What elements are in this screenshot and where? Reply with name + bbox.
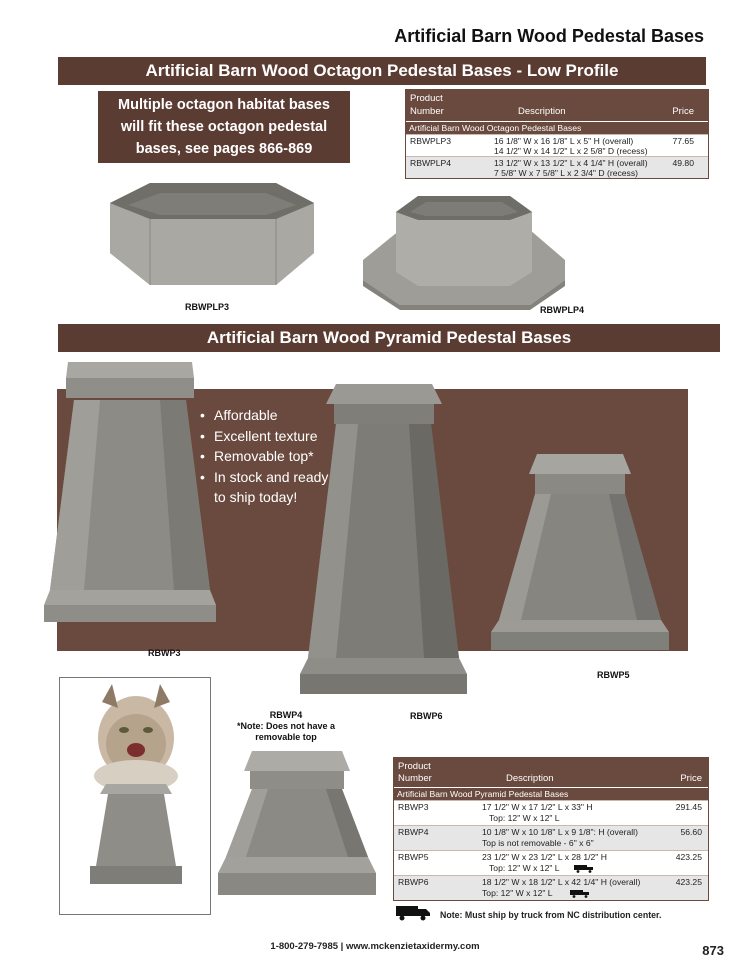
header-number: Number [398, 773, 432, 784]
row-number: RBWP4 [398, 827, 429, 837]
feature-item: • Removable top* [200, 448, 314, 464]
row-price: 423.25 [675, 852, 702, 862]
truck-icon [574, 864, 596, 873]
row-desc: Top: 12" W x 12" L [489, 863, 560, 873]
table-row [394, 850, 708, 875]
rbwplp4-image [360, 190, 570, 310]
footer-website[interactable]: www.mckenzietaxidermy.com [345, 941, 480, 952]
callout-line: bases, see pages 866-869 [135, 141, 313, 157]
truck-icon [570, 889, 592, 898]
feature-item: • Excellent texture [200, 427, 318, 444]
feature-text: Affordable [214, 407, 278, 423]
rbwp4-note: *Note: Does not have a [236, 721, 336, 731]
row-price: 56.60 [680, 827, 702, 837]
row-desc: 17 1/2" W x 17 1/2" L x 33" H [482, 802, 593, 812]
row-desc: 23 1/2" W x 23 1/2" L x 28 1/2" H [482, 852, 607, 862]
header-price: Price [680, 773, 702, 784]
footer [0, 941, 750, 952]
row-desc: 16 1/8" W x 16 1/8" L x 5" H (overall) [494, 136, 634, 146]
rbwp4-image [212, 745, 382, 910]
row-desc: 7 5/8" W x 7 5/8" L x 2 3/4" D (recess) [494, 168, 638, 178]
feature-text: to ship today! [214, 489, 298, 505]
table-header [406, 90, 708, 121]
callout-line: will fit these octagon pedestal [120, 119, 328, 135]
table-subheader: Artificial Barn Wood Octagon Pedestal Bases [406, 121, 708, 134]
table-row [406, 134, 708, 156]
row-desc: 10 1/8" W x 10 1/8" L x 9 1/8": H (overall) [482, 827, 638, 837]
row-price: 77.65 [672, 136, 694, 146]
header-product: Product [398, 761, 431, 772]
header-number: Number [410, 106, 444, 117]
table-row [394, 800, 708, 825]
section-octagon-header: Artificial Barn Wood Octagon Pedestal Bases - Low Profile [58, 57, 706, 85]
rbwp6-caption: RBWP6 [410, 711, 443, 721]
page-title: Artificial Barn Wood Pedestal Bases [394, 26, 704, 46]
header-description: Description [518, 106, 566, 117]
feature-text: Excellent texture [214, 427, 318, 444]
row-desc: Top is not removable - 6" x 6" [482, 838, 594, 848]
truck-icon [396, 905, 432, 921]
octagon-callout [98, 91, 350, 163]
bobcat-mount-photo [60, 678, 208, 912]
callout-line: Multiple octagon habitat bases [118, 97, 330, 113]
feature-item: • Affordable [200, 407, 278, 423]
rbwp5-caption: RBWP5 [597, 670, 630, 680]
footer-phone: 1-800-279-7985 [270, 941, 339, 952]
shipping-note: Note: Must ship by truck from NC distribution center. [440, 910, 662, 920]
feature-text: In stock and ready [214, 468, 329, 485]
pyramid-price-table [393, 757, 709, 901]
row-number: RBWP5 [398, 852, 429, 862]
rbwp3-caption: RBWP3 [148, 648, 181, 658]
rbwp3-image [40, 360, 220, 645]
row-desc: 18 1/2" W x 18 1/2" L x 42 1/4" H (overall) [482, 877, 641, 887]
section-pyramid-header: Artificial Barn Wood Pyramid Pedestal Bases [58, 324, 720, 352]
row-desc: Top: 12" W x 12" L [489, 813, 560, 823]
row-number: RBWP6 [398, 877, 429, 887]
feature-item: • In stock and ready [200, 468, 329, 485]
rbwplp4-caption: RBWPLP4 [540, 305, 585, 315]
rbwplp3-image [100, 175, 326, 300]
octagon-price-table [405, 89, 709, 179]
row-desc: 13 1/2" W x 13 1/2" L x 4 1/4" H (overall) [494, 158, 648, 168]
feature-item [200, 487, 328, 508]
row-number: RBWPLP4 [410, 158, 452, 168]
rbwp5-image [485, 450, 675, 675]
table-row [406, 156, 708, 178]
rbwplp3-caption: RBWPLP3 [185, 302, 230, 312]
row-number: RBWPLP3 [410, 136, 452, 146]
table-subheader: Artificial Barn Wood Pyramid Pedestal Bases [394, 787, 708, 800]
rbwp4-note: removable top [255, 732, 317, 742]
header-product: Product [410, 93, 443, 104]
table-row [394, 875, 708, 900]
feature-text: Removable top* [214, 448, 314, 464]
page-number: 873 [702, 943, 724, 958]
row-price: 291.45 [675, 802, 702, 812]
feature-list [200, 405, 328, 508]
row-price: 49.80 [672, 158, 694, 168]
row-desc: 14 1/2" W x 14 1/2" L x 2 5/8" D (recess) [494, 146, 648, 156]
rbwp4-caption [230, 710, 342, 743]
table-row [394, 825, 708, 850]
row-price: 423.25 [675, 877, 702, 887]
rbwp4-number: RBWP4 [269, 710, 303, 720]
header-description: Description [506, 773, 554, 784]
row-desc: Top: 12" W x 12" L [482, 888, 553, 898]
footer-separator: | [340, 941, 344, 952]
header-price: Price [672, 106, 694, 117]
row-number: RBWP3 [398, 802, 429, 812]
table-header [394, 758, 708, 787]
